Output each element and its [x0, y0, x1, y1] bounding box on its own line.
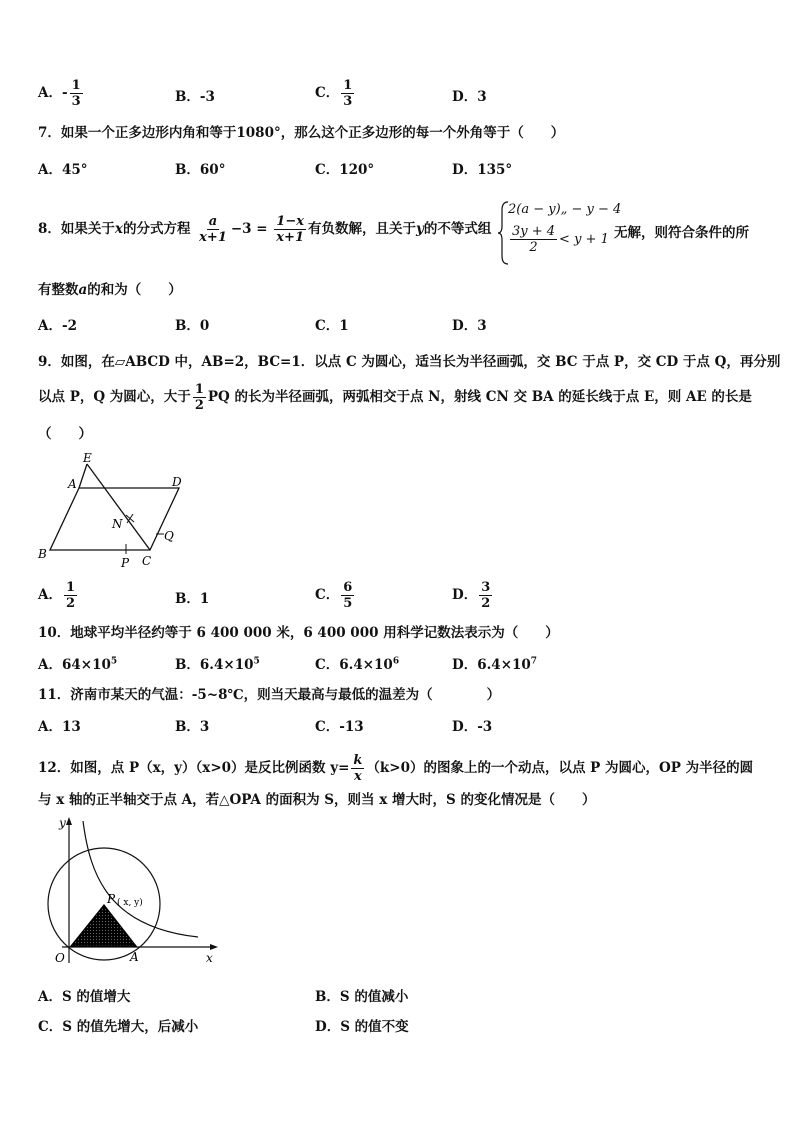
text: −3 = — [230, 221, 268, 237]
numerator: k — [353, 753, 363, 768]
base: D．6.4×10 — [452, 657, 531, 673]
numerator: 3y + 4 — [512, 224, 556, 239]
q9-stem-line1: 9．如图，在▱ABCD 中，AB=2，BC=1．以点 C 为圆心，适当长为半径画弧，交 BC 于点 P，交 CD 于点 Q，再分别 — [38, 354, 781, 370]
label-xy: ( x, y) — [117, 898, 143, 908]
fraction — [479, 580, 492, 611]
q11-option-c: C．-13 — [315, 719, 364, 735]
text: 的分式方程 — [122, 221, 191, 237]
option-label: D． — [452, 587, 478, 603]
q10-option-d — [452, 656, 537, 674]
numerator: 3 — [481, 580, 491, 595]
inequality-2 — [508, 224, 609, 255]
denominator: 2 — [529, 240, 538, 255]
fraction-half — [193, 382, 206, 413]
numerator: 1 — [71, 78, 81, 93]
q11-option-d: D．-3 — [452, 719, 493, 735]
denominator: x+1 — [199, 230, 227, 245]
denominator: 3 — [343, 94, 353, 109]
label-O: O — [55, 951, 65, 965]
text: PQ 的长为半径画弧，两弧相交于点 N，射线 CN 交 BA 的延长线于点 E，则 AE 的长是 — [207, 389, 752, 405]
fraction — [64, 580, 77, 611]
label-P: P — [107, 892, 116, 906]
q7-option-d: D．135° — [452, 162, 513, 178]
q12-stem-line2: 与 x 轴的正半轴交于点 A，若△OPA 的面积为 S，则当 x 增大时，S 的变化情况是（ ） — [38, 792, 596, 808]
q8-option-c: C．1 — [315, 318, 349, 334]
q7-option-b: B．60° — [175, 162, 226, 178]
base: A．64×10 — [38, 657, 111, 673]
denominator: 2 — [194, 398, 204, 413]
q12-option-b: B．S 的值减小 — [315, 989, 409, 1005]
label-E: E — [83, 451, 92, 465]
numerator: 1−x — [276, 214, 304, 229]
text: 的和为（ ） — [87, 282, 182, 298]
x-axis-arrow-icon — [210, 944, 218, 950]
hyperbola-circle-figure — [38, 815, 228, 970]
q12-option-a: A．S 的值增大 — [38, 989, 131, 1005]
numerator: a — [208, 214, 218, 229]
q10-option-b — [175, 656, 260, 674]
fraction-1mx-over-x1 — [274, 214, 306, 245]
exponent: 5 — [253, 656, 260, 667]
fraction-a-over-x1 — [197, 214, 229, 245]
q6-option-b: B．-3 — [175, 89, 215, 105]
q7-option-c: C．120° — [315, 162, 375, 178]
q8-option-d: D．3 — [452, 318, 487, 334]
minus-sign: - — [61, 85, 68, 101]
inequality-system — [498, 200, 628, 266]
q10-stem: 10．地球平均半径约等于 6 400 000 米，6 400 000 用科学记数法表示为（ ） — [38, 625, 559, 641]
label-N: N — [112, 517, 123, 531]
text: 以点 P，Q 为圆心，大于 — [38, 389, 191, 405]
numerator: 1 — [194, 382, 204, 397]
q10-option-a — [38, 656, 117, 674]
q7-stem: 7．如果一个正多边形内角和等于1080°，那么这个正多边形的每一个外角等于（ ） — [38, 125, 565, 141]
fraction — [341, 580, 354, 611]
ray-ba-extension — [79, 464, 87, 488]
q8-stem-line1 — [38, 214, 491, 245]
q12-stem-line1 — [38, 753, 753, 784]
ray-cn — [87, 464, 150, 550]
label-D: D — [172, 475, 182, 489]
q6-option-a — [38, 78, 85, 109]
q10-option-c — [315, 656, 399, 674]
label-y: y — [59, 816, 66, 830]
label-B: B — [38, 547, 47, 561]
exponent: 5 — [110, 656, 118, 667]
label-A: A — [68, 477, 77, 491]
fraction — [341, 78, 354, 109]
var-a: a — [78, 282, 88, 298]
fraction — [510, 224, 557, 255]
text: 的不等式组 — [423, 221, 492, 237]
q8-option-b: B．0 — [175, 318, 210, 334]
q12-option-c: C．S 的值先增大，后减小 — [38, 1019, 199, 1035]
q8-option-a: A．-2 — [38, 318, 77, 334]
text: < y + 1 — [559, 232, 609, 247]
q6-option-d: D．3 — [452, 89, 487, 105]
text: （k>0）的图象上的一个动点，以点 P 为圆心，OP 为半径的圆 — [366, 760, 754, 776]
text: 有负数解，且关于 — [308, 221, 416, 237]
parallelogram-figure — [34, 450, 204, 575]
q12-option-d: D．S 的值不变 — [315, 1019, 409, 1035]
y-axis-arrow-icon — [66, 817, 72, 825]
var-y: y — [416, 221, 424, 237]
denominator: 5 — [343, 596, 353, 611]
q11-stem: 11．济南市某天的气温：-5~8℃，则当天最高与最低的温差为（ ） — [38, 687, 501, 703]
numerator: 1 — [343, 78, 353, 93]
var-x: x — [114, 221, 123, 237]
denominator: x — [354, 769, 362, 784]
numerator: 6 — [343, 580, 353, 595]
q6-option-c — [315, 78, 356, 109]
q9-stem-line3: （ ） — [38, 426, 92, 442]
option-label: A． — [38, 85, 62, 101]
label-P: P — [121, 556, 130, 570]
option-label: C． — [315, 587, 340, 603]
q8-stem-tail: 无解，则符合条件的所 — [614, 225, 749, 241]
q9-option-a — [38, 580, 79, 611]
label-x: x — [206, 951, 213, 965]
label-A: A — [130, 950, 139, 964]
label-C: C — [142, 554, 152, 568]
fraction-k-over-x — [351, 753, 364, 784]
base: C．6.4×10 — [315, 657, 393, 673]
text: 12．如图，点 P（x，y）（x>0）是反比例函数 y= — [38, 760, 350, 776]
exponent: 6 — [392, 656, 400, 667]
base: B．6.4×10 — [175, 657, 254, 673]
numerator: 1 — [65, 580, 76, 595]
text: 有整数 — [38, 282, 79, 298]
label-Q: Q — [164, 529, 174, 543]
option-label: C． — [315, 85, 340, 101]
q7-option-a: A．45° — [38, 162, 88, 178]
q8-stem-line2 — [38, 281, 182, 299]
text: 8．如果关于 — [38, 221, 115, 237]
exponent: 7 — [530, 656, 538, 667]
option-label: A． — [38, 587, 62, 603]
inequality-1: 2(a − y)„ − y − 4 — [508, 202, 622, 217]
q9-option-b: B．1 — [175, 591, 210, 607]
q11-option-a: A．13 — [38, 719, 81, 735]
q11-option-b: B．3 — [175, 719, 210, 735]
denominator: 2 — [65, 596, 76, 611]
q9-stem-line2 — [38, 382, 752, 413]
q9-option-d — [452, 580, 494, 611]
denominator: 2 — [481, 596, 491, 611]
q9-option-c — [315, 580, 356, 611]
fraction — [70, 78, 83, 109]
denominator: x+1 — [276, 230, 304, 245]
denominator: 3 — [71, 94, 81, 109]
